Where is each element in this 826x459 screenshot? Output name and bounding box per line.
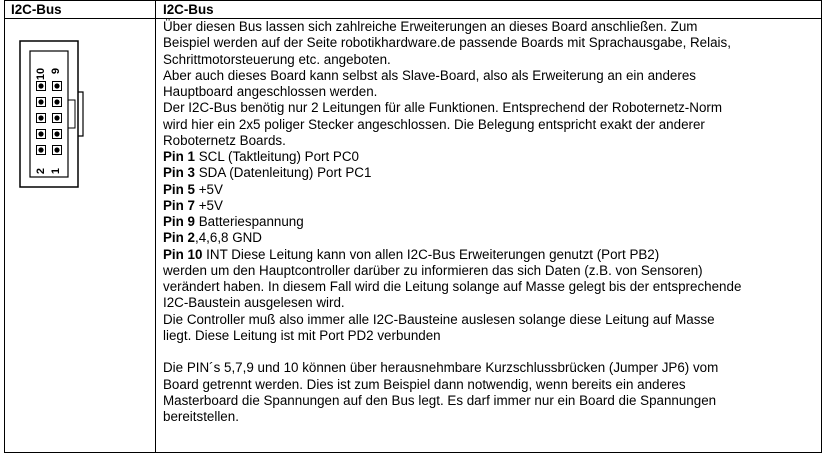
text-line [163,149,817,165]
text-line [163,409,817,425]
text-line [163,52,817,68]
line-text: Hauptboard angeschlossen werden. [163,84,378,99]
line-text: +5V [195,197,223,213]
pin-name: Pin 1 [163,149,195,164]
text-line [163,247,817,263]
pin-label-10: 10 [35,67,47,81]
line-text: Die PIN´s 5,7,9 und 10 können über herausnehmbare Kurzschlussbrücken (Jumper JP6) vom [163,360,719,376]
text-line [163,68,817,84]
text-line [163,393,817,409]
line-text: Der I2C-Bus benötig nur 2 Leitungen für alle Funktionen. Entsprechend der Roboternetz-Norm [163,100,723,116]
pin-contact [38,99,43,104]
text-line [163,84,817,100]
line-text: werden um den Hauptcontroller darüber zu informieren das sich Daten (z.B. von Sensoren) [163,262,703,278]
text-line [163,230,817,246]
line-text: Über diesen Bus lassen sich zahlreiche Erweiterungen an dieses Board anschließen. Zum [163,19,698,34]
line-text: +5V [195,181,223,197]
right-column [156,1,821,452]
text-line [163,100,817,116]
pin-label-9: 9 [50,67,62,75]
text-line [163,214,817,230]
line-text: Roboternetz Boards. [163,132,286,148]
line-text: Masterboard die Spannungen auf den Bus legt. Es darf immer nur ein Board die Spannungen [163,392,717,408]
header-divider-left [5,18,155,19]
text-line [163,133,817,149]
text-line [163,165,817,181]
right-header: I2C-Bus [163,2,214,17]
text-line [163,198,817,214]
line-text: Schrittmotorsteuerung etc. angeboten. [163,51,391,67]
pin-name: Pin 3 [163,165,195,181]
pin-contact [38,131,43,136]
text-line [163,35,817,51]
pin-contact [54,99,59,104]
pin-contact [38,147,43,152]
text-line [163,263,817,279]
text-line [163,295,817,311]
pin-label-1: 1 [50,167,62,175]
text-line [163,360,817,376]
pin-contact [54,147,59,152]
text-line [163,19,817,35]
line-text: SDA (Datenleitung) Port PC1 [195,165,372,181]
line-text: SCL (Taktleitung) Port PC0 [195,149,359,164]
line-text: Board getrennt werden. Dies ist zum Beispiel dann notwendig, wenn bereits ein anderes [163,376,686,392]
line-text: Aber auch dieses Board kann selbst als Slave-Board, also als Erweiterung an ein anderes [163,67,696,83]
line-text: ,4,6,8 GND [195,230,262,246]
left-column [5,1,155,452]
text-line [163,328,817,344]
text-line [163,312,817,328]
pin-name: Pin 10 [163,246,203,262]
pin-label-2: 2 [35,167,47,175]
pin-name: Pin 5 [163,181,195,197]
pin-name: Pin 2 [163,230,195,246]
text-line [163,377,817,393]
pin-contact [38,83,43,88]
text-line [163,344,817,360]
line-text: liegt. Diese Leitung ist mit Port PD2 verbunden [163,327,441,343]
text-line [163,279,817,295]
pinout-table [4,0,822,453]
line-text: I2C-Baustein ausgelesen wird. [163,295,345,311]
line-text: bereitstellen. [163,409,239,424]
line-text: INT Diese Leitung kann von allen I2C-Bus Erweiterungen genutzt (Port PB2) [202,246,660,262]
pin-contact [54,131,59,136]
line-text: verändert haben. In diesem Fall wird die Leitung solange auf Masse gelegt bis der entsprechende [163,279,742,294]
pin-contact [54,115,59,120]
line-text: Beispiel werden auf der Seite robotikhardware.de passende Boards mit Sprachausgabe, Relais, [163,35,731,51]
line-text: Batteriespannung [195,214,304,229]
description-text [163,19,817,425]
pin-name: Pin 7 [163,197,195,213]
left-header: I2C-Bus [11,2,62,17]
line-text: Die Controller muß also immer alle I2C-Bausteine auslesen solange diese Leitung auf Masse [163,311,715,327]
pin-name: Pin 9 [163,214,195,229]
text-line [163,117,817,133]
pin-contact [38,115,43,120]
line-text: wird hier ein 2x5 poliger Stecker angeschlossen. Die Belegung entspricht exakt der anderer [163,116,705,132]
connector-diagram [19,40,97,188]
text-line [163,182,817,198]
pin-contact [54,83,59,88]
